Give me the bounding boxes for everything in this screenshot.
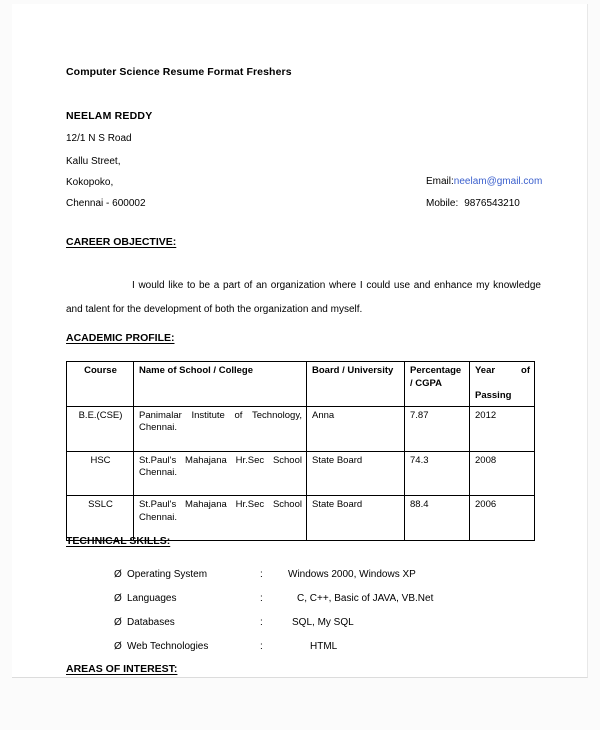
cell-school: Panimalar Institute of Technology, Chennai. — [134, 406, 307, 451]
list-item — [66, 593, 536, 617]
cell-board: State Board — [307, 496, 405, 541]
bullet-arrow-icon: Ø — [114, 569, 122, 580]
section-heading-areas-of-interest: AREAS OF INTEREST: — [66, 663, 178, 675]
skill-label: Web Technologies — [127, 641, 209, 652]
table-header-row — [67, 362, 535, 407]
cell-course: HSC — [67, 451, 134, 496]
column-header-year-word: Year — [475, 365, 496, 376]
skill-label: Operating System — [127, 569, 208, 580]
cell-board: State Board — [307, 451, 405, 496]
table-row — [67, 451, 535, 496]
cell-school: St.Paul's Mahajana Hr.Sec School Chennai. — [134, 496, 307, 541]
email-label: Email: — [426, 176, 454, 187]
skill-separator: : — [260, 569, 263, 580]
column-header-of-word: of — [521, 365, 530, 376]
cell-percentage: 7.87 — [405, 406, 470, 451]
candidate-name: NEELAM REDDY — [66, 110, 153, 122]
cell-course: SSLC — [67, 496, 134, 541]
cell-percentage: 88.4 — [405, 496, 470, 541]
mobile-label: Mobile: — [426, 198, 459, 209]
bullet-arrow-icon: Ø — [114, 617, 122, 628]
email-line — [426, 176, 542, 187]
cell-year: 2012 — [470, 406, 535, 451]
skill-separator: : — [260, 641, 263, 652]
column-header-board: Board / University — [307, 362, 405, 407]
section-heading-career-objective: CAREER OBJECTIVE: — [66, 236, 177, 248]
email-link[interactable]: neelam@gmail.com — [453, 176, 543, 187]
skill-value: HTML — [310, 641, 338, 652]
list-item — [66, 641, 536, 665]
address-line-1: 12/1 N S Road — [66, 133, 132, 144]
cell-year: 2008 — [470, 451, 535, 496]
column-header-percentage-line1: Percentage — [410, 365, 462, 376]
address-line-2: Kallu Street, — [66, 156, 121, 167]
skill-value: C, C++, Basic of JAVA, VB.Net — [297, 593, 434, 604]
column-header-percentage-line2: / CGPA — [410, 377, 443, 389]
cell-year: 2006 — [470, 496, 535, 541]
cell-school: St.Paul's Mahajana Hr.Sec School Chennai. — [134, 451, 307, 496]
bullet-arrow-icon: Ø — [114, 641, 122, 652]
column-header-percentage — [405, 362, 470, 407]
column-header-school: Name of School / College — [134, 362, 307, 407]
list-item — [66, 569, 536, 593]
skill-separator: : — [260, 593, 263, 604]
skill-label: Databases — [127, 617, 175, 628]
section-heading-academic-profile: ACADEMIC PROFILE: — [66, 332, 175, 344]
table-row — [67, 496, 535, 541]
document-title: Computer Science Resume Format Freshers — [66, 66, 292, 78]
column-header-year-of-passing — [470, 362, 535, 407]
bullet-arrow-icon: Ø — [114, 593, 122, 604]
address-line-4: Chennai - 600002 — [66, 198, 146, 209]
academic-profile-table — [66, 361, 535, 541]
skill-value: Windows 2000, Windows XP — [288, 569, 416, 580]
mobile-value: 9876543210 — [464, 198, 520, 209]
cell-course: B.E.(CSE) — [67, 406, 134, 451]
section-heading-technical-skills: TECHNICAL SKILLS: — [66, 535, 171, 547]
technical-skills-list — [66, 569, 536, 665]
column-header-course: Course — [67, 362, 134, 407]
table-row — [67, 406, 535, 451]
cell-board: Anna — [307, 406, 405, 451]
skill-value: SQL, My SQL — [292, 617, 354, 628]
career-objective-body — [66, 274, 541, 322]
column-header-passing-word: Passing — [475, 390, 512, 401]
cell-percentage: 74.3 — [405, 451, 470, 496]
address-line-3: Kokopoko, — [66, 177, 114, 188]
skill-separator: : — [260, 617, 263, 628]
list-item — [66, 617, 536, 641]
skill-label: Languages — [127, 593, 177, 604]
career-objective-text: I would like to be a part of an organization where I could use and enhance my knowledge and talent for the development of both the organization and myself. — [66, 280, 541, 315]
resume-page — [12, 4, 588, 678]
mobile-line — [426, 198, 520, 209]
